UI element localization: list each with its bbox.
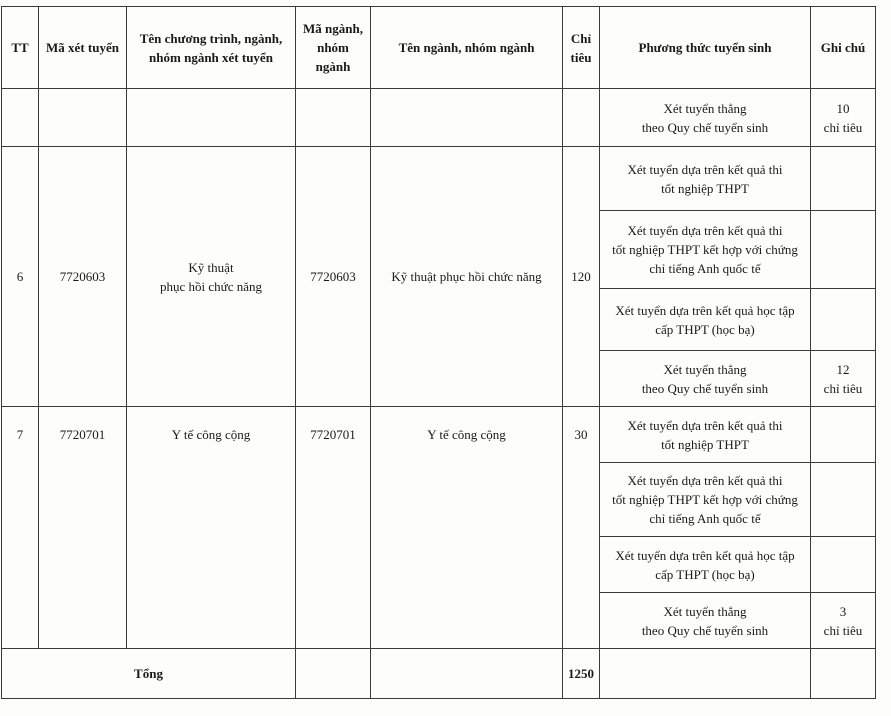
table-row <box>2 89 876 147</box>
method-cell: Xét tuyển thẳng theo Quy chế tuyển sinh <box>600 351 811 407</box>
method-cell: Xét tuyển thẳng theo Quy chế tuyển sinh <box>600 89 811 147</box>
note-cell <box>811 407 876 463</box>
note-cell <box>811 463 876 537</box>
header-ten-nganh: Tên ngành, nhóm ngành <box>371 7 563 89</box>
header-phuong-thuc: Phương thức tuyển sinh <box>600 7 811 89</box>
ten-nganh-cell: Kỹ thuật phục hồi chức năng <box>371 147 563 407</box>
note-cell <box>811 289 876 351</box>
total-row <box>2 649 876 699</box>
header-ma-nganh: Mã ngành, nhóm ngành <box>296 7 371 89</box>
method-cell: Xét tuyển dựa trên kết quả thi tốt nghiệp THPT kết hợp với chứng chỉ tiếng Anh quốc tế <box>600 463 811 537</box>
admission-table <box>1 6 876 699</box>
note-cell <box>811 211 876 289</box>
note-cell: 10 chỉ tiêu <box>811 89 876 147</box>
note-cell <box>811 147 876 211</box>
table-row <box>2 147 876 211</box>
tt-cell: 7 <box>2 407 39 649</box>
ma-xet-tuyen-cell: 7720603 <box>39 147 127 407</box>
table-row <box>2 407 876 463</box>
note-cell <box>811 537 876 593</box>
note-cell: 12 chỉ tiêu <box>811 351 876 407</box>
header-ten-chuong-trinh: Tên chương trình, ngành, nhóm ngành xét tuyển <box>127 7 296 89</box>
chi-tieu-cell: 120 <box>563 147 600 407</box>
header-ghi-chu: Ghi chú <box>811 7 876 89</box>
header-ma-xet-tuyen: Mã xét tuyển <box>39 7 127 89</box>
method-cell: Xét tuyển dựa trên kết quả thi tốt nghiệp THPT <box>600 407 811 463</box>
ten-chuong-trinh-cell: Kỹ thuật phục hồi chức năng <box>127 147 296 407</box>
total-value: 1250 <box>563 649 600 699</box>
ten-chuong-trinh-cell: Y tế công cộng <box>127 407 296 649</box>
ten-nganh-cell: Y tế công cộng <box>371 407 563 649</box>
method-cell: Xét tuyển thẳng theo Quy chế tuyển sinh <box>600 593 811 649</box>
note-cell: 3 chỉ tiêu <box>811 593 876 649</box>
header-tt: TT <box>2 7 39 89</box>
header-chi-tieu: Chỉ tiêu <box>563 7 600 89</box>
ma-xet-tuyen-cell: 7720701 <box>39 407 127 649</box>
method-cell: Xét tuyển dựa trên kết quả học tập cấp THPT (học bạ) <box>600 537 811 593</box>
method-cell: Xét tuyển dựa trên kết quả thi tốt nghiệp THPT kết hợp với chứng chỉ tiếng Anh quốc tế <box>600 211 811 289</box>
method-cell: Xét tuyển dựa trên kết quả thi tốt nghiệp THPT <box>600 147 811 211</box>
chi-tieu-cell: 30 <box>563 407 600 649</box>
ma-nganh-cell: 7720701 <box>296 407 371 649</box>
header-row <box>2 7 876 89</box>
total-label: Tổng <box>2 649 296 699</box>
tt-cell: 6 <box>2 147 39 407</box>
method-cell: Xét tuyển dựa trên kết quả học tập cấp THPT (học bạ) <box>600 289 811 351</box>
ma-nganh-cell: 7720603 <box>296 147 371 407</box>
